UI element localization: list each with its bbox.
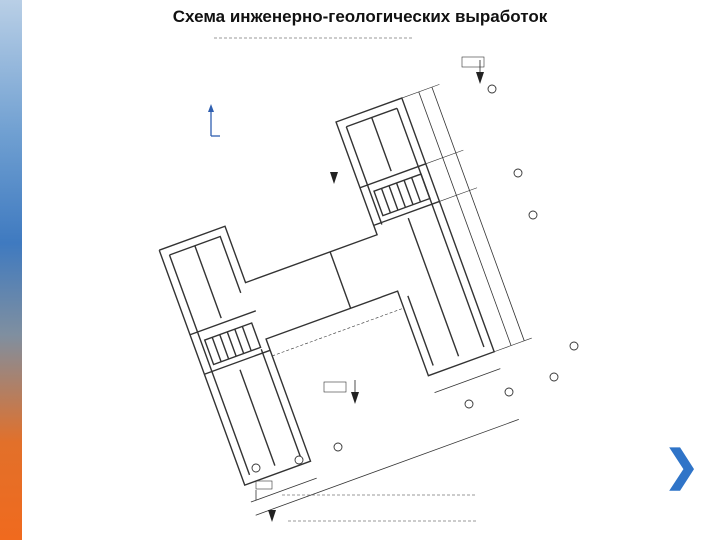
inner-wall: [346, 127, 382, 225]
geological-plan-drawing: [146, 32, 592, 538]
dimension-line: [432, 87, 524, 341]
dimension-line: [435, 369, 501, 393]
legend-borehole-icon: [268, 510, 276, 522]
axis-marker: [334, 443, 342, 451]
axis-marker: [529, 211, 537, 219]
partition: [240, 370, 275, 466]
stair-step: [235, 329, 244, 353]
legend-box: [256, 481, 272, 489]
dimension-line: [419, 92, 511, 346]
axis-marker: [514, 169, 522, 177]
axis-marker: [488, 85, 496, 93]
axis-marker: [295, 456, 303, 464]
borehole-marker-icon: [351, 380, 359, 404]
stair-step: [220, 335, 229, 359]
stair-step: [412, 178, 421, 202]
north-arrow-icon: [208, 104, 220, 136]
axis-marker: [570, 342, 578, 350]
partition: [204, 350, 270, 374]
inner-wall: [397, 108, 484, 347]
outer-wall: [146, 98, 508, 485]
side-gradient-bar: [0, 0, 22, 540]
stair-block: [205, 323, 261, 365]
axis-markers: [252, 85, 578, 472]
slide-title: Схема инженерно-геологических выработок: [172, 7, 548, 26]
stair-step: [397, 183, 406, 207]
partition: [408, 218, 458, 356]
axis-marker: [252, 464, 260, 472]
stair-step: [227, 332, 236, 356]
stair-step: [212, 337, 221, 361]
partition: [374, 201, 440, 225]
legend: [256, 481, 476, 522]
borehole-label-box: [462, 57, 484, 67]
dimension-line: [272, 308, 404, 356]
stair-step: [382, 188, 391, 212]
partition: [190, 311, 256, 335]
borehole-marker-icon: [476, 60, 484, 84]
inner-wall: [261, 349, 300, 456]
axis-marker: [550, 373, 558, 381]
partition: [372, 118, 391, 172]
stair-step: [389, 186, 398, 210]
axis-marker: [465, 400, 473, 408]
building-outline: [146, 84, 556, 515]
borehole-marker-icon: [330, 172, 338, 184]
stair-step: [404, 180, 413, 204]
borehole-label-box: [324, 382, 346, 392]
dimension-line: [251, 478, 317, 502]
stair-step: [242, 326, 251, 350]
partition: [195, 246, 221, 318]
chevron-right-icon[interactable]: ❯: [664, 442, 700, 489]
partition: [330, 252, 351, 308]
axis-marker: [505, 388, 513, 396]
plan-svg: [146, 32, 592, 538]
dimension-tick: [494, 338, 532, 352]
